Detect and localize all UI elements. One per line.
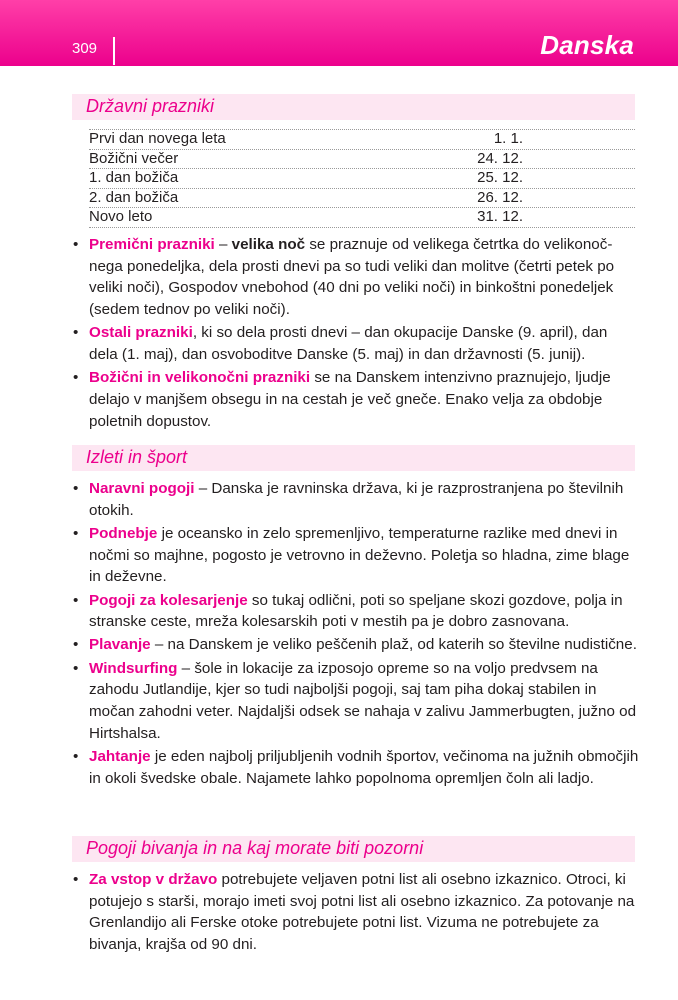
holiday-name: Prvi dan novega leta <box>89 130 226 147</box>
term: Naravni pogoji <box>89 480 195 497</box>
list-item <box>73 367 639 432</box>
term: Pogoji za kolesarjenje <box>89 591 248 609</box>
bullet-icon: • <box>73 236 79 253</box>
term: Plavanje <box>89 636 151 654</box>
holiday-name: Božični večer <box>89 149 179 167</box>
item-text: se na Danskem intenzivno praznujejo, ljudje delajo v manjšem obsegu in na cestah je več gneče. Enako velja za obdobje poletnih dopustov. <box>89 369 611 430</box>
term: Premični prazniki <box>89 236 215 253</box>
holiday-row <box>89 149 635 169</box>
term: Za vstop v državo <box>89 871 218 888</box>
item-text: je eden najbolj priljubljenih vodnih športov, večinoma na južnih območjih in okoli švedske obale. Najamete lahko popolnoma opremljen čoln ali ladjo. <box>89 747 639 787</box>
emphasis: velika noč <box>231 236 306 253</box>
item-text: – šole in lokacije za izposojo opreme so na voljo predvsem na zahodu Jutlandije, kjer so tudi najboljši pogoji, saj tam piha dokaj stabilen in močan zahodni veter. Najdaljši odsek se nahaja v zalivu Jammerbugten, južno od Hirtshalsa. <box>89 659 637 742</box>
item-text: potrebujete veljaven potni list ali osebno izkaznico. Otroci, ki potujejo s starši, morajo imeti svoj potni list ali osebno izkaznico. Za potovanje na Grenlandijo ali Ferske otoke potrebujete potni list. Vizuma ne potrebujete za bivanja, krajša od 90 dni. <box>89 871 635 954</box>
bullet-icon: • <box>73 659 79 677</box>
header-divider <box>113 37 115 65</box>
header-bar <box>0 0 678 66</box>
term: Ostali prazniki <box>89 324 193 342</box>
item-text: se praznuje od velikega četrtka do velikonoč-nega ponedeljka, dela prosti dnevi pa so tudi veliki dan molitve (četrti petek po veliki noči), Gospodov vnebohod (40 dni po veliki noči) in binkoštni ponedeljek (sedem tednov po veliki noči). <box>89 236 615 319</box>
holiday-row <box>89 188 635 208</box>
item-text: – na Danskem je veliko peščenih plaž, od katerih so številne nudistične. <box>150 636 637 654</box>
holiday-date: 31. 12. <box>477 208 523 226</box>
list-item <box>73 322 639 365</box>
list-item <box>73 590 639 633</box>
conditions-bullets <box>73 869 639 957</box>
section-title: Državni prazniki <box>86 96 215 116</box>
holiday-bullets <box>73 234 639 434</box>
holiday-name: 1. dan božiča <box>89 169 179 187</box>
bullet-icon: • <box>73 636 79 654</box>
bullet-icon: • <box>73 324 79 342</box>
holiday-date: 1. 1. <box>493 130 523 147</box>
page-number: 309 <box>72 40 98 57</box>
term: Jahtanje <box>89 747 151 765</box>
list-item <box>73 746 639 789</box>
holiday-name: Novo leto <box>89 208 153 226</box>
section-title: Pogoji bivanja in na kaj morate biti pozorni <box>86 838 424 858</box>
chapter-title: Danska <box>540 30 634 60</box>
holiday-date: 25. 12. <box>477 169 523 187</box>
section-heading-trips <box>72 445 635 471</box>
bullet-icon: • <box>73 747 79 765</box>
item-text: je oceansko in zelo spremenljivo, temperaturne razlike med dnevi in nočmi so majhne, pogosto je vetrovno in deževno. Poletja so hladna, zime blage in deževne. <box>89 524 630 586</box>
bullet-icon: • <box>73 480 79 497</box>
list-item <box>73 634 639 656</box>
bullet-icon: • <box>73 591 79 609</box>
item-text: so tukaj odlični, poti so speljane skozi gozdove, polja in stranske ceste, mreža kolesarskih poti v mestih pa je dobro zasnovana. <box>89 591 623 631</box>
holiday-row <box>89 129 635 149</box>
section-heading-holidays <box>72 94 635 120</box>
section-heading-conditions <box>72 836 635 862</box>
item-text: , ki so dela prosti dnevi – dan okupacije Danske (9. april), dan dela (1. maj), dan osvoboditve Danske (5. maj) in dan državnosti (5. junij). <box>89 324 608 364</box>
bullet-icon: • <box>73 871 79 888</box>
list-item <box>73 658 639 745</box>
section-title: Izleti in šport <box>86 447 188 467</box>
term: Podnebje <box>89 524 158 542</box>
holiday-date: 26. 12. <box>477 188 523 206</box>
term: Božični in velikonočni prazniki <box>89 369 311 387</box>
holiday-date: 24. 12. <box>477 149 523 167</box>
list-item <box>73 869 639 956</box>
holiday-table <box>89 129 635 228</box>
holiday-row <box>89 207 635 228</box>
term: Windsurfing <box>89 659 178 677</box>
list-item <box>73 478 639 521</box>
item-text: – Danska je ravninska država, ki je razprostranjena po številnih otokih. <box>89 480 624 519</box>
list-item <box>73 523 639 588</box>
bullet-icon: • <box>73 524 79 542</box>
list-item: • Premični prazniki – velika noč se praznuje od velikega četrtka do velikonoč-nega ponedeljka, dela prosti dnevi pa so tudi veliki dan molitve (četrti petek po veliki noči), Gospodov vnebohod (40 dni po veliki noči) in binkoštni ponedeljek (sedem tednov po veliki noči). <box>73 236 615 319</box>
trips-bullets <box>73 478 639 791</box>
bullet-icon: • <box>73 369 79 387</box>
holiday-name: 2. dan božiča <box>89 188 179 206</box>
holiday-row <box>89 168 635 188</box>
